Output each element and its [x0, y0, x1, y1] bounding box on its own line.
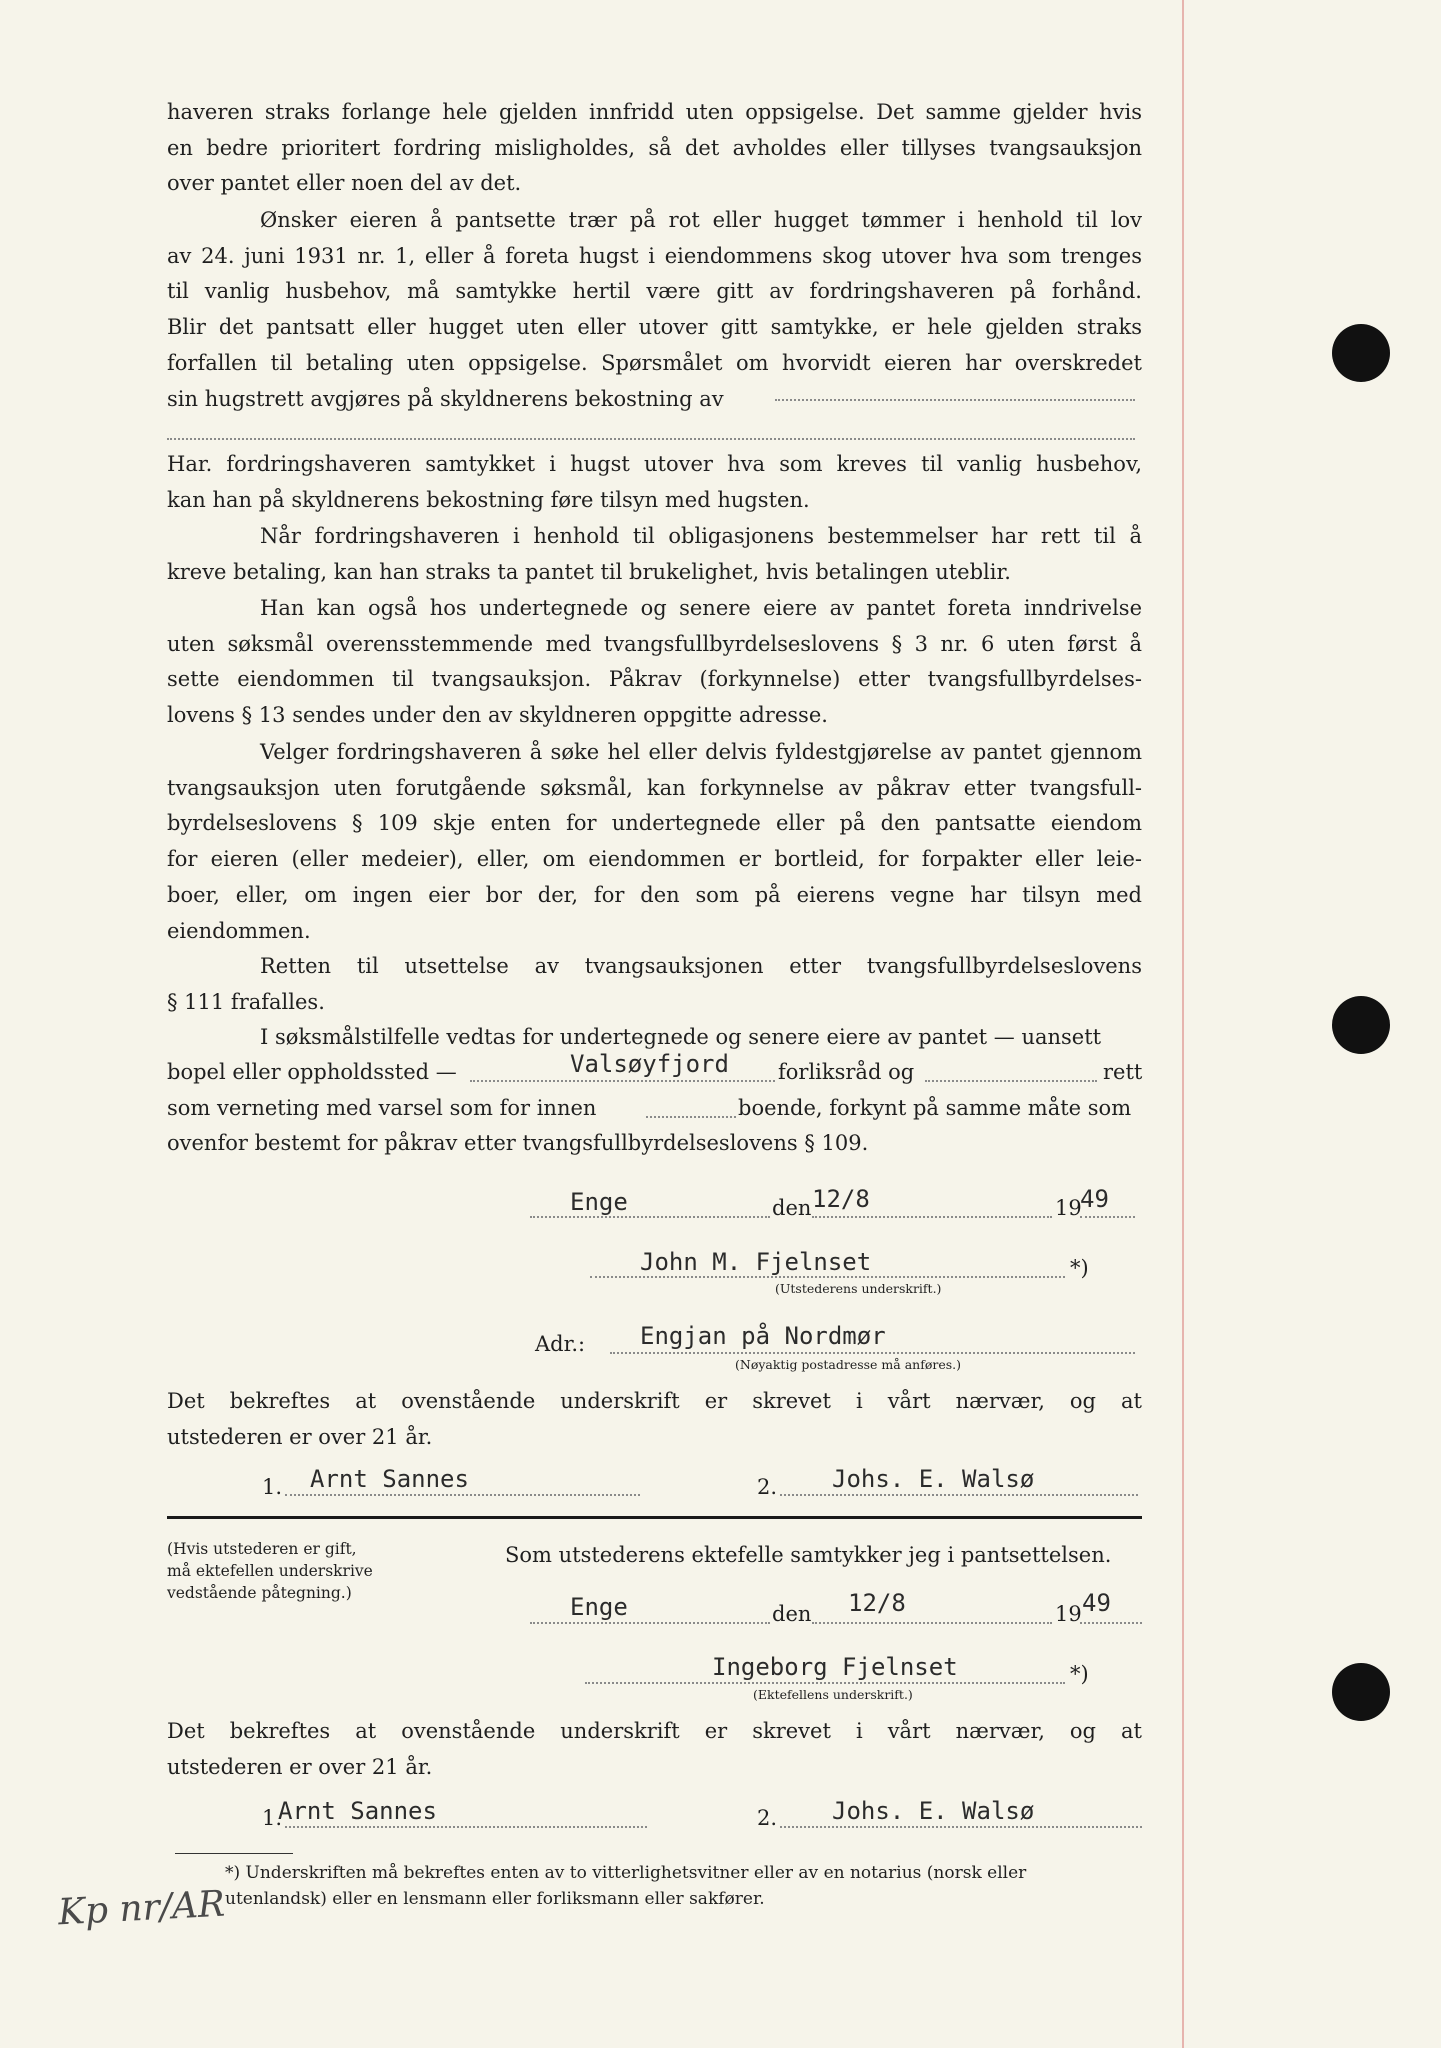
- footnote-marker: *): [1070, 1662, 1089, 1686]
- witness-text-line: Det bekreftes at ovenstående underskrift er skrevet i vårt nærvær, og at: [167, 1389, 1142, 1413]
- blank-line: [530, 1216, 770, 1218]
- witness-name: Arnt Sannes: [278, 1797, 437, 1825]
- spouse-signature: Ingeborg Fjelnset: [712, 1653, 958, 1681]
- blank-line: [775, 399, 1135, 401]
- body-line: av 24. juni 1931 nr. 1, eller å foreta hugst i eiendommens skog utover hva som trenges: [167, 243, 1142, 268]
- footnote-rule: [175, 1853, 293, 1854]
- body-line: tvangsauksjon uten forutgående søksmål, kan forkynnelse av påkrav etter tvangsfull-: [167, 775, 1142, 800]
- spouse-place: Enge: [570, 1593, 628, 1621]
- year-suffix: 49: [1080, 1185, 1109, 1213]
- witness-number: 2.: [757, 1475, 778, 1499]
- body-line: Ønsker eieren å pantsette trær på rot eller hugget tømmer i henhold til lov: [260, 208, 1142, 232]
- spouse-consent: Som utstederens ektefelle samtykker jeg i pantsettelsen.: [505, 1543, 1112, 1567]
- den-label: den: [772, 1196, 812, 1220]
- witness-text-line: utstederen er over 21 år.: [167, 1755, 433, 1779]
- issuer-place: Enge: [570, 1188, 628, 1216]
- body-line: eiendommen.: [167, 918, 311, 943]
- blank-line: [470, 1080, 775, 1082]
- blank-line: [530, 1622, 770, 1624]
- address-label: Adr.:: [535, 1332, 586, 1356]
- witness-line: [780, 1826, 1142, 1828]
- body-line: sette eiendommen til tvangsauksjon. Påkrav (forkynnelse) etter tvangsfullbyrdelses-: [167, 667, 1142, 692]
- body-line: byrdelseslovens § 109 skje enten for undertegnede eller på den pantsatte eiendom: [167, 811, 1142, 836]
- body-line: Blir det pantsatt eller hugget uten eller utover gitt samtykke, er hele gjelden straks: [167, 315, 1142, 340]
- body-line: kan han på skyldnerens bekostning føre tilsyn med hugsten.: [167, 487, 810, 512]
- address-caption: (Nøyaktig postadresse må anføres.): [735, 1357, 961, 1372]
- body-line: § 111 frafalles.: [167, 989, 325, 1014]
- blank-line: [1080, 1622, 1142, 1624]
- body-line: uten søksmål overensstemmende med tvangsfullbyrdelseslovens § 3 nr. 6 uten først å: [167, 631, 1142, 656]
- blank-line: [812, 1622, 1052, 1624]
- blank-line: [167, 438, 1135, 440]
- witness-line: [780, 1494, 1138, 1496]
- body-line: for eieren (eller medeier), eller, om eiendommen er bortleid, for forpakter eller leie-: [167, 847, 1142, 872]
- signature-caption: (Ektefellens underskrift.): [753, 1687, 913, 1702]
- signature-caption: (Utstederens underskrift.): [775, 1281, 942, 1296]
- body-line: Når fordringshaveren i henhold til obligasjonens bestemmelser har rett til å: [260, 524, 1142, 548]
- witness-line: [285, 1826, 647, 1828]
- body-line: I søksmålstilfelle vedtas for undertegnede og senere eiere av pantet — uansett: [260, 1025, 1102, 1049]
- address-line: [610, 1352, 1135, 1354]
- body-line: Velger fordringshaveren å søke hel eller delvis fyldestgjørelse av pantet gjennom: [260, 740, 1142, 764]
- forliksrad-value: Valsøyfjord: [570, 1050, 729, 1078]
- issuer-signature: John M. Fjelnset: [640, 1248, 872, 1276]
- witness-line: [285, 1494, 640, 1496]
- side-note-line: vedstående påtegning.): [167, 1584, 352, 1602]
- body-line: Han kan også hos undertegnede og senere eiere av pantet foreta inndrivelse: [260, 596, 1142, 620]
- body-line: lovens § 13 sendes under den av skyldneren oppgitte adresse.: [167, 703, 828, 728]
- venue-line2-prefix: som verneting med varsel som for innen: [167, 1096, 597, 1120]
- margin-rule: [1182, 0, 1184, 2048]
- venue-line2-suffix: boende, forkynt på samme måte som: [738, 1096, 1132, 1120]
- venue-prefix: bopel eller oppholdssted —: [167, 1060, 457, 1084]
- body-line: Har. fordringshaveren samtykket i hugst utover hva som kreves til vanlig husbehov,: [167, 452, 1142, 476]
- punch-hole: [1332, 996, 1390, 1054]
- witness-number: 1.: [262, 1475, 283, 1499]
- witness-text-line: Det bekreftes at ovenstående underskrift er skrevet i vårt nærvær, og at: [167, 1719, 1142, 1743]
- venue-mid: forliksråd og: [778, 1060, 915, 1084]
- blank-line: [646, 1116, 736, 1118]
- body-line: kreve betaling, kan han straks ta pantet til brukelighet, hvis betalingen uteblir.: [167, 559, 1011, 584]
- spouse-date: 12/8: [848, 1589, 906, 1617]
- footnote-line: *) Underskriften må bekreftes enten av to vitterlighetsvitner eller av en notarius (norsk eller: [225, 1863, 1027, 1883]
- year-prefix: 19: [1055, 1196, 1082, 1220]
- blank-line: [1080, 1216, 1135, 1218]
- signature-line: [585, 1682, 1065, 1684]
- footnote-marker: *): [1070, 1256, 1089, 1280]
- blank-line: [925, 1080, 1097, 1082]
- handwritten-margin-note: Kp nr/AR: [57, 1883, 226, 1934]
- witness-name: Johs. E. Walsø: [832, 1797, 1035, 1825]
- venue-suffix: rett: [1103, 1060, 1143, 1084]
- witness-name: Arnt Sannes: [310, 1465, 469, 1493]
- section-divider: [167, 1516, 1142, 1519]
- blank-line: [812, 1216, 1052, 1218]
- body-line: en bedre prioritert fordring misligholdes, så det avholdes eller tillyses tvangsauksjon: [167, 135, 1142, 160]
- punch-hole: [1332, 324, 1390, 382]
- issuer-date: 12/8: [812, 1185, 870, 1213]
- issuer-address: Engjan på Nordmør: [640, 1322, 886, 1350]
- witness-number: 2.: [757, 1806, 778, 1830]
- den-label: den: [772, 1602, 812, 1626]
- year-suffix: 49: [1082, 1589, 1111, 1617]
- witness-text-line: utstederen er over 21 år.: [167, 1425, 433, 1449]
- year-prefix: 19: [1055, 1602, 1082, 1626]
- body-line: over pantet eller noen del av det.: [167, 171, 522, 196]
- venue-line3: ovenfor bestemt for påkrav etter tvangsfullbyrdelseslovens § 109.: [167, 1131, 869, 1155]
- witness-number: 1.: [262, 1806, 283, 1830]
- side-note-line: må ektefellen underskrive: [167, 1562, 373, 1580]
- body-line: haveren straks forlange hele gjelden innfridd uten oppsigelse. Det samme gjelder hvis: [167, 100, 1142, 124]
- body-line: boer, eller, om ingen eier bor der, for den som på eierens vegne har tilsyn med: [167, 882, 1142, 907]
- body-line: forfallen til betaling uten oppsigelse. Spørsmålet om hvorvidt eieren har overskredet: [167, 350, 1142, 375]
- punch-hole: [1332, 1663, 1390, 1721]
- witness-name: Johs. E. Walsø: [832, 1465, 1035, 1493]
- body-line: sin hugstrett avgjøres på skyldnerens bekostning av: [167, 386, 724, 411]
- body-line: til vanlig husbehov, må samtykke hertil være gitt av fordringshaveren på forhånd.: [167, 279, 1142, 304]
- body-line: Retten til utsettelse av tvangsauksjonen etter tvangsfullbyrdelseslovens: [260, 954, 1142, 978]
- side-note-line: (Hvis utstederen er gift,: [167, 1540, 357, 1558]
- footnote-line: utenlandsk) eller en lensmann eller forliksmann eller sakfører.: [225, 1889, 765, 1909]
